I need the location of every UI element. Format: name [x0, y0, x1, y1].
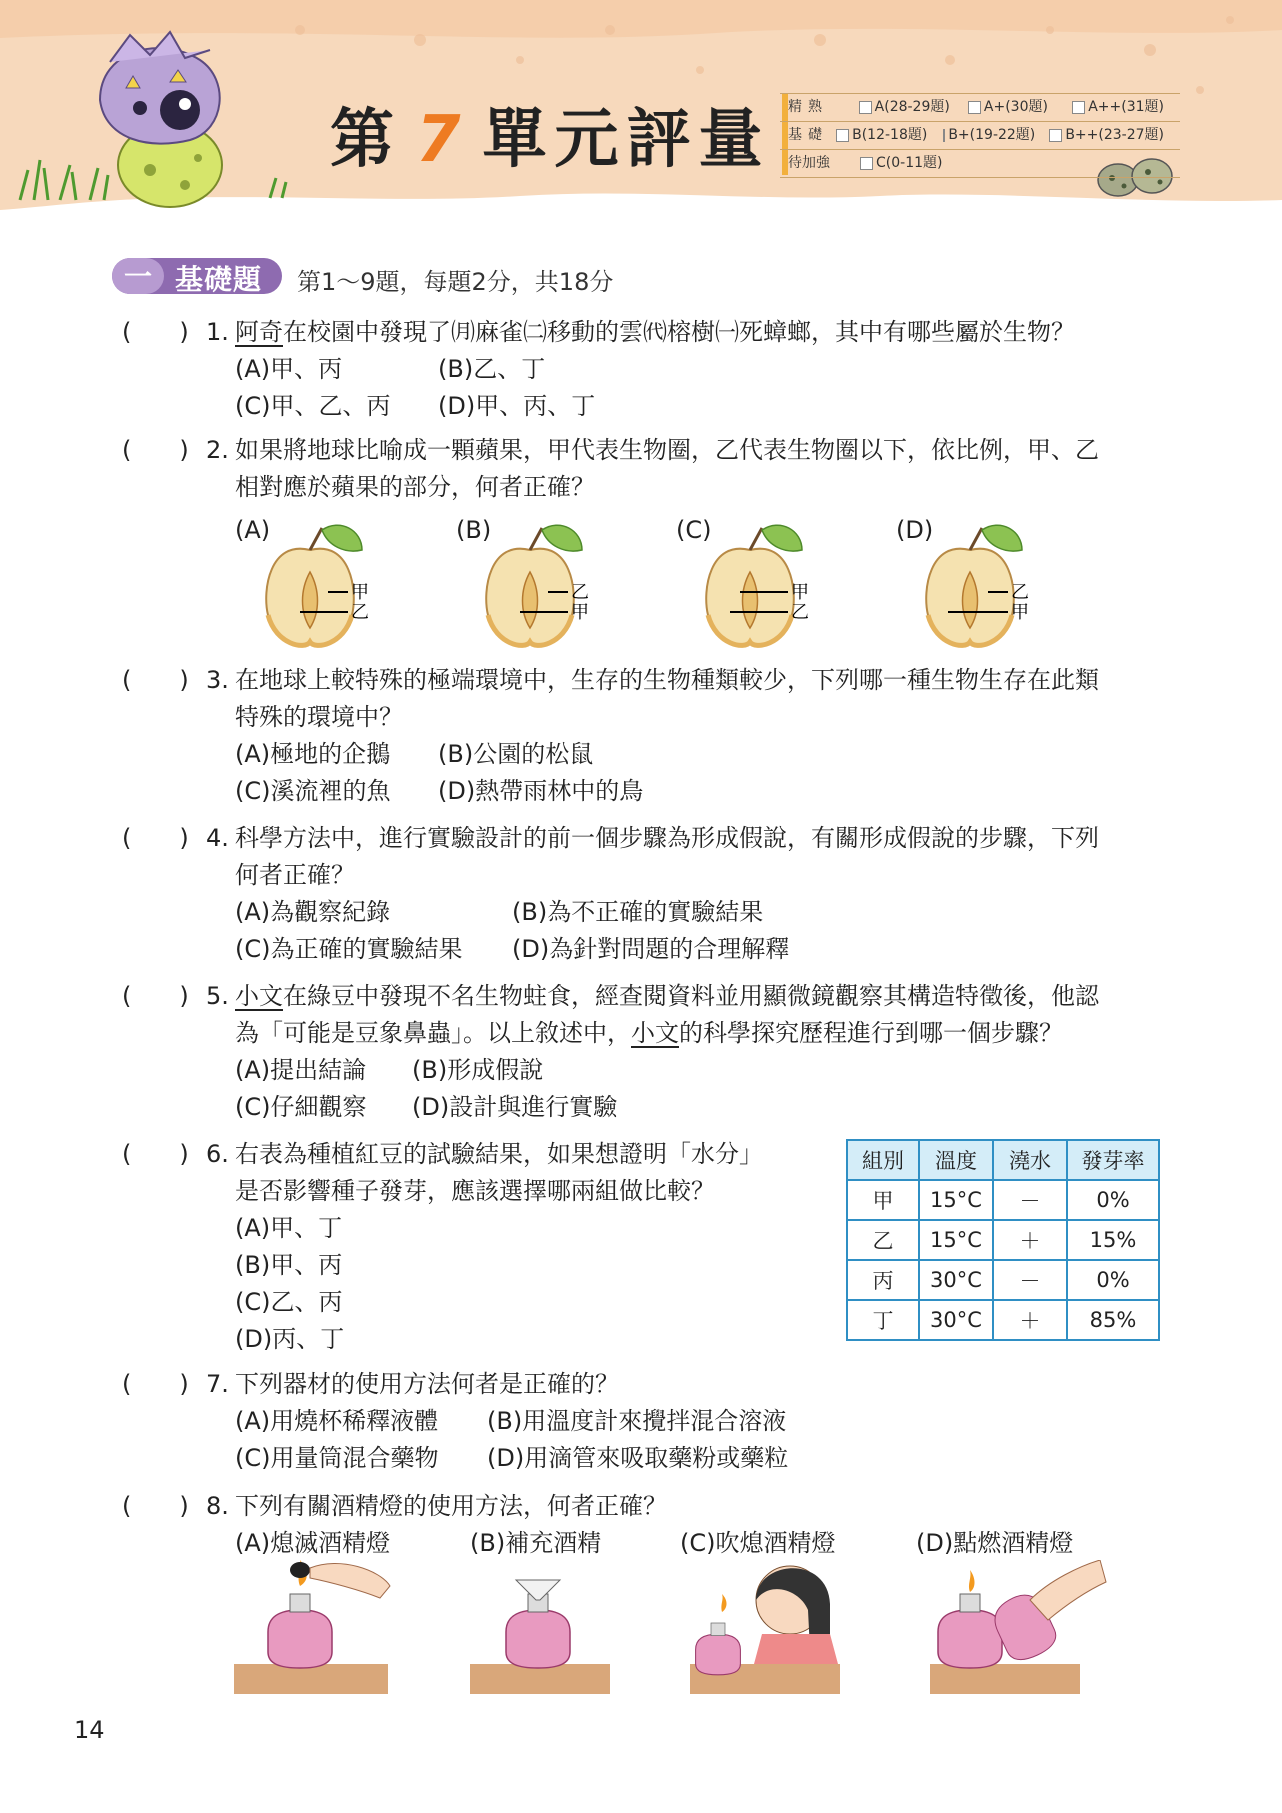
level-checkbox[interactable] [860, 150, 942, 177]
option-b[interactable]: (B)公園的松鼠 [438, 740, 594, 768]
question-number: 5. [206, 982, 229, 1010]
question-stem: 下列有關酒精燈的使用方法，何者正確？ [235, 1492, 667, 1520]
checkbox-icon[interactable] [968, 101, 981, 114]
lamp-extinguish [234, 1560, 390, 1694]
option-c[interactable]: (C) [676, 516, 712, 544]
apple-diagrams [250, 520, 1150, 648]
lamp-blow [690, 1566, 840, 1694]
table-header: 發芽率 [1067, 1140, 1159, 1180]
level-option: B++(23-27題) [1065, 127, 1164, 143]
level-row-mastery [780, 93, 1180, 122]
option-b[interactable]: (B)補充酒精 [470, 1529, 602, 1557]
option-a[interactable]: (A)用燒杯稀釋液體 [235, 1407, 439, 1435]
table-cell: － [993, 1260, 1067, 1300]
question-stem [235, 978, 1155, 1015]
option-d[interactable]: (D)丙、丁 [235, 1325, 345, 1353]
apple-label: 乙 [1011, 582, 1029, 603]
germination-table [846, 1139, 1160, 1341]
level-checkbox[interactable] [859, 94, 952, 121]
apple-c [706, 525, 809, 645]
level-label: 待加強 [788, 155, 830, 171]
apple-b [486, 525, 589, 645]
question-stem: 下列器材的使用方法何者是正確的？ [235, 1370, 619, 1398]
question-stem-line2: 相對應於蘋果的部分，何者正確？ [235, 473, 595, 501]
answer-blank[interactable]: ( ) [122, 1140, 189, 1168]
table-cell: 甲 [847, 1180, 919, 1220]
person-name: 小文 [631, 1019, 679, 1047]
table-row [847, 1220, 1159, 1260]
option-c[interactable]: (C)吹熄酒精燈 [680, 1529, 836, 1557]
title-prefix: 第 [330, 103, 402, 177]
option-d[interactable]: (D)點燃酒精燈 [916, 1529, 1074, 1557]
lamp-refill [470, 1580, 610, 1694]
level-option: A++(31題) [1088, 99, 1164, 115]
option-b[interactable]: (B)為不正確的實驗結果 [512, 898, 764, 926]
option-a[interactable]: (A)甲、丁 [235, 1214, 343, 1242]
option-b[interactable]: (B)用溫度計來攪拌混合溶液 [487, 1407, 787, 1435]
question-number: 1. [206, 318, 229, 346]
option-a[interactable]: (A) [235, 516, 271, 544]
checkbox-icon[interactable] [860, 157, 873, 170]
option-a[interactable]: (A)提出結論 [235, 1056, 367, 1084]
table-cell: ＋ [993, 1220, 1067, 1260]
table-header: 組別 [847, 1140, 919, 1180]
question-number: 8. [206, 1492, 229, 1520]
option-c[interactable]: (C)乙、丙 [235, 1288, 343, 1316]
question-stem: 科學方法中，進行實驗設計的前一個步驟為形成假說，有關形成假說的步驟，下列 [235, 824, 1099, 852]
option-d[interactable]: (D)為針對問題的合理解釋 [512, 935, 790, 963]
table-cell: 30°C [919, 1260, 993, 1300]
checkbox-icon[interactable] [1049, 129, 1062, 142]
table-cell: 85% [1067, 1300, 1159, 1340]
page-number: 14 [74, 1716, 105, 1744]
answer-blank[interactable]: ( ) [122, 318, 189, 346]
option-b[interactable]: (B)形成假說 [412, 1056, 544, 1084]
table-cell: － [993, 1180, 1067, 1220]
option-c[interactable]: (C)溪流裡的魚 [235, 777, 391, 805]
option-a[interactable]: (A)熄滅酒精燈 [235, 1529, 391, 1557]
apple-label: 甲 [571, 602, 589, 623]
table-cell: 30°C [919, 1300, 993, 1340]
checkbox-icon[interactable] [943, 129, 945, 142]
question-stem-line2 [235, 1015, 1063, 1052]
person-name: 阿奇 [235, 318, 283, 346]
option-b[interactable]: (B) [456, 516, 492, 544]
table-cell: 丁 [847, 1300, 919, 1340]
level-label: 精熟 [788, 99, 828, 115]
table-cell: 15°C [919, 1220, 993, 1260]
mastery-levels [780, 93, 1180, 178]
stem-text: 的科學探究歷程進行到哪一個步驟？ [679, 1019, 1063, 1047]
section-number: 一 [124, 260, 153, 293]
apple-label: 甲 [1011, 602, 1029, 623]
question-stem: 右表為種植紅豆的試驗結果，如果想證明「水分」 [235, 1140, 763, 1168]
answer-blank[interactable]: ( ) [122, 1492, 189, 1520]
level-option: B(12-18題) [852, 127, 928, 143]
table-header-row [847, 1140, 1159, 1180]
apple-d [926, 525, 1029, 645]
table-cell: 15% [1067, 1220, 1159, 1260]
stem-text: 在綠豆中發現不名生物蛀食，經查閱資料並用顯微鏡觀察其構造特徵後，他認 [283, 982, 1099, 1010]
level-checkbox[interactable] [1049, 122, 1164, 149]
level-label: 基礎 [788, 127, 828, 143]
alcohol-lamp-illustrations [230, 1560, 1110, 1695]
question-number: 6. [206, 1140, 229, 1168]
question-number: 4. [206, 824, 229, 852]
table-cell: 0% [1067, 1260, 1159, 1300]
apple-label: 甲 [351, 582, 369, 603]
checkbox-icon[interactable] [836, 129, 849, 142]
table-header: 溫度 [919, 1140, 993, 1180]
table-row [847, 1180, 1159, 1220]
title-suffix: 單元評量 [482, 103, 771, 177]
answer-blank[interactable]: ( ) [122, 436, 189, 464]
option-c[interactable]: (C)仔細觀察 [235, 1093, 367, 1121]
level-row-needs-work [780, 150, 1180, 178]
level-checkbox[interactable] [836, 122, 927, 149]
option-d[interactable]: (D)用滴管來吸取藥粉或藥粒 [487, 1444, 789, 1472]
question-number: 7. [206, 1370, 229, 1398]
level-row-basic [780, 122, 1180, 150]
option-a[interactable]: (A)極地的企鵝 [235, 740, 391, 768]
question-number: 2. [206, 436, 229, 464]
answer-blank[interactable]: ( ) [122, 1370, 189, 1398]
level-checkbox[interactable] [968, 94, 1056, 121]
answer-blank[interactable]: ( ) [122, 666, 189, 694]
lamp-light [930, 1560, 1106, 1694]
table-cell: 丙 [847, 1260, 919, 1300]
section-description: 第1～9題，每題2分，共18分 [297, 268, 614, 296]
table-cell: ＋ [993, 1300, 1067, 1340]
apple-label: 甲 [791, 582, 809, 603]
question-stem-line2: 特殊的環境中？ [235, 703, 403, 731]
option-b[interactable]: (B)甲、丙 [235, 1251, 343, 1279]
option-d[interactable]: (D)熱帶雨林中的鳥 [438, 777, 644, 805]
table-row [847, 1260, 1159, 1300]
apple-label: 乙 [571, 582, 589, 603]
table-cell: 0% [1067, 1180, 1159, 1220]
title-number: 7 [416, 103, 469, 177]
question-stem: 在地球上較特殊的極端環境中，生存的生物種類較少，下列哪一種生物生存在此類 [235, 666, 1099, 694]
table-row [847, 1300, 1159, 1340]
unit-title [330, 88, 771, 180]
option-b[interactable]: (B)乙、丁 [438, 355, 546, 383]
question-number: 3. [206, 666, 229, 694]
level-option: C(0-11題) [876, 155, 943, 171]
option-a[interactable]: (A)甲、丙 [235, 355, 343, 383]
option-c[interactable]: (C)甲、乙、丙 [235, 392, 391, 420]
option-c[interactable]: (C)為正確的實驗結果 [235, 935, 463, 963]
question-stem [235, 314, 1155, 351]
level-checkbox[interactable] [1072, 94, 1164, 121]
table-header: 澆水 [993, 1140, 1067, 1180]
person-name: 小文 [235, 982, 283, 1010]
level-option: A+(30題) [983, 99, 1048, 115]
level-option: B+(19-22題) [948, 127, 1036, 143]
apple-label: 乙 [791, 602, 809, 623]
question-stem: 如果將地球比喻成一顆蘋果，甲代表生物圈，乙代表生物圈以下，依比例，甲、乙 [235, 436, 1099, 464]
stem-text: 在校園中發現了㈪麻雀㈡移動的雲㈹榕樹㈠死蟑螂，其中有哪些屬於生物？ [283, 318, 1075, 346]
question-stem-line2: 是否影響種子發芽，應該選擇哪兩組做比較？ [235, 1177, 715, 1205]
apple-label: 乙 [351, 602, 369, 623]
answer-blank[interactable]: ( ) [122, 824, 189, 852]
level-option: A(28-29題) [874, 99, 950, 115]
level-checkbox[interactable] [943, 122, 1036, 149]
option-d[interactable]: (D) [896, 516, 934, 544]
stem-text: 為「可能是豆象鼻蟲」。以上敘述中， [235, 1019, 631, 1047]
table-cell: 15°C [919, 1180, 993, 1220]
option-d[interactable]: (D)甲、丙、丁 [438, 392, 596, 420]
option-a[interactable]: (A)為觀察紀錄 [235, 898, 391, 926]
section-title: 基礎題 [175, 263, 263, 296]
table-cell: 乙 [847, 1220, 919, 1260]
checkbox-icon[interactable] [859, 101, 872, 114]
apple-a [266, 525, 369, 645]
checkbox-icon[interactable] [1072, 101, 1085, 114]
question-stem-line2: 何者正確？ [235, 861, 355, 889]
option-c[interactable]: (C)用量筒混合藥物 [235, 1444, 439, 1472]
answer-blank[interactable]: ( ) [122, 982, 189, 1010]
option-d[interactable]: (D)設計與進行實驗 [412, 1093, 618, 1121]
